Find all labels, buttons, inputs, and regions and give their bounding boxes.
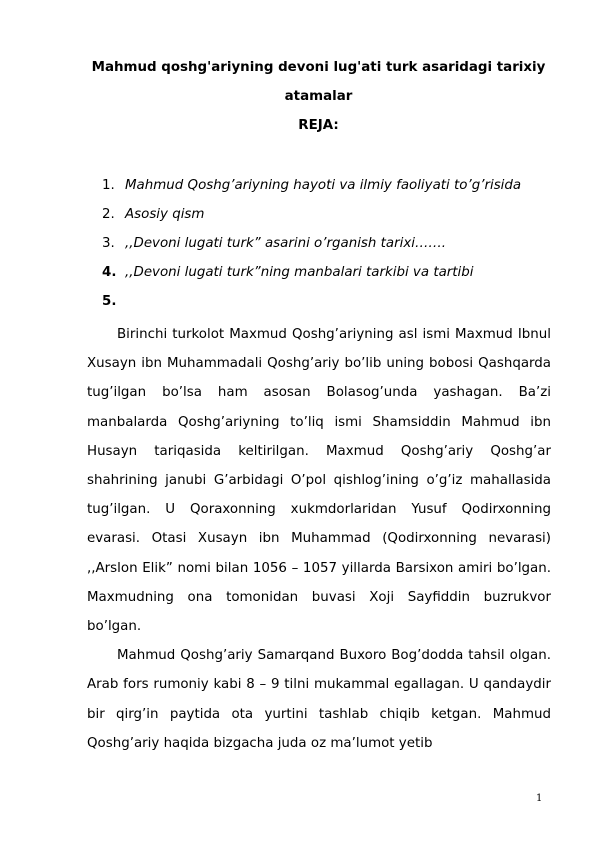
plan-list	[102, 176, 542, 321]
plan-item	[102, 234, 542, 263]
document-title-line-2: atamalar	[284, 89, 353, 104]
plan-item-number: 5.	[102, 294, 117, 309]
plan-item-number: 4.	[102, 265, 117, 280]
plan-item	[102, 205, 542, 234]
plan-item-number: 2.	[102, 207, 115, 222]
plan-item-number: 1.	[102, 178, 115, 193]
plan-item	[102, 263, 542, 292]
plan-item-number: 3.	[102, 236, 115, 251]
page-number: 1	[536, 793, 543, 804]
paragraph-biography: Birinchi turkolot Maxmud Qoshg’ariyning asl ismi Maxmud Ibnul Xusayn ibn Muhammadali Qoshg’ariy bo’lib uning bobosi Qashqarda tug’ilgan bo’lsa ham asosan Bolasog’unda yashagan. Ba’zi manbalarda Qoshg’ariyning to’liq ismi Shamsiddin Mahmud ibn Husayn tariqasida keltirilgan. Maxmud Qoshg’ariy Qoshg’ar shahrining janubi G’arbidagi O’pol qishlog’ining o’g’iz mahallasida tug’ilgan. U Qoraxonning xukmdorlaridan Yusuf Qodirxonning evarasi. Otasi Xusayn ibn Muhammad (Qodirxonning nevarasi) ,,Arslon Elik” nomi bilan 1056 – 1057 yillarda Barsixon amiri bo’lgan. Maxmudning ona tomonidan buvasi Xoji Sayfiddin buzrukvor bo’lgan.	[87, 327, 551, 635]
plan-item-text: ,,Devoni lugati turk”ning manbalari tarkibi va tartibi	[125, 265, 474, 280]
plan-item	[102, 292, 542, 321]
plan-item-text: Asosiy qism	[125, 207, 205, 222]
plan-item	[102, 176, 542, 205]
body-text	[87, 320, 551, 758]
plan-heading: REJA:	[298, 118, 339, 133]
document-title-line-1: Mahmud qoshg'ariyning devoni lug'ati turk asaridagi tarixiy	[91, 60, 546, 75]
plan-item-text: Mahmud Qoshg’ariyning hayoti va ilmiy faoliyati to’g’risida	[125, 178, 522, 193]
plan-item-text: ,,Devoni lugati turk” asarini o’rganish tarixi…….	[125, 236, 447, 251]
paragraph-education: Mahmud Qoshg’ariy Samarqand Buxoro Bog’dodda tahsil olgan. Arab fors rumoniy kabi 8 – 9 tilni mukammal egallagan. U qandaydir bir qirg’in paytida ota yurtini tashlab chiqib ketgan. Mahmud Qoshg’ariy haqida bizgacha juda oz ma’lumot yetib	[87, 648, 551, 751]
